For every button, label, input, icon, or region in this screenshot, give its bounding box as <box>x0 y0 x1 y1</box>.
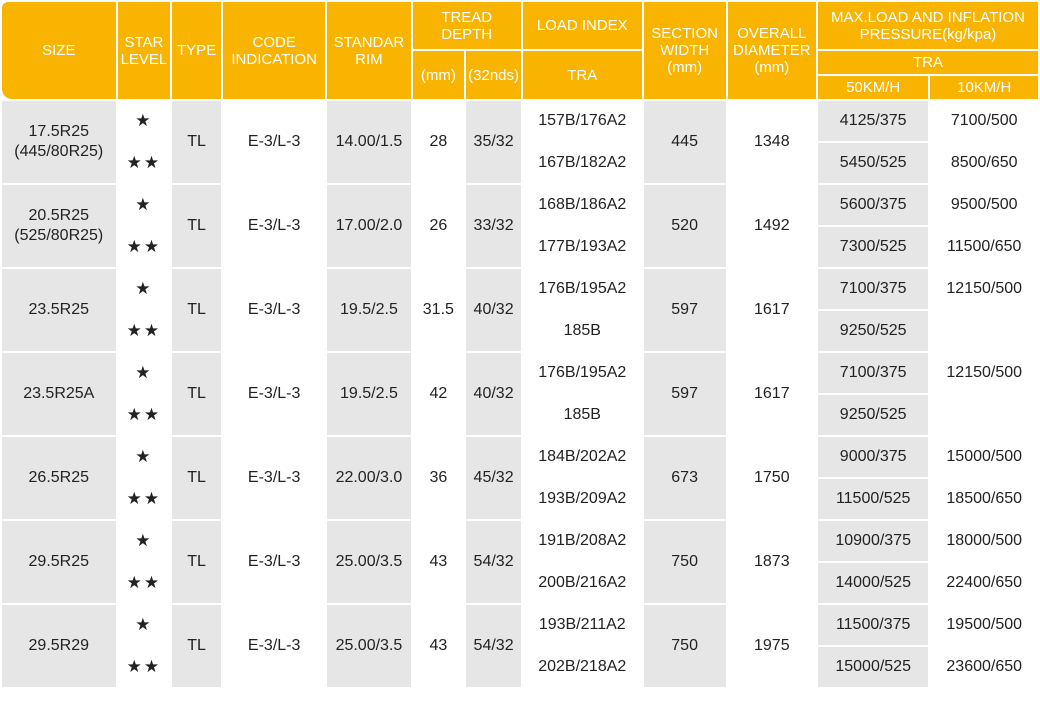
star-level-cell: ★ <box>118 521 171 561</box>
table-row <box>2 605 1038 645</box>
overall-diameter-cell: 1348 <box>728 101 816 183</box>
tread-32nds-cell: 40/32 <box>466 269 521 351</box>
load-index-cell: 177B/193A2 <box>523 227 642 267</box>
header-text: 10KM/H <box>957 79 1012 96</box>
code-cell: E-3/L-3 <box>223 269 325 351</box>
header-code-indication <box>223 2 325 99</box>
table-body <box>2 101 1038 687</box>
rim-cell: 19.5/2.5 <box>327 269 410 351</box>
load-10kmh-cell: 12150/500 <box>930 269 1038 309</box>
type-cell: TL <box>172 521 221 603</box>
tread-32nds-cell: 40/32 <box>466 353 521 435</box>
header-text: LOAD INDEX <box>536 17 628 34</box>
rim-cell: 17.00/2.0 <box>327 185 410 267</box>
header-text: 50KM/H <box>846 79 901 96</box>
star-level-cell: ★★ <box>118 311 171 351</box>
header-text: WIDTH <box>660 42 710 59</box>
tread-32nds-cell: 35/32 <box>466 101 521 183</box>
star-level-cell: ★★ <box>118 647 171 687</box>
load-10kmh-cell <box>930 395 1038 435</box>
header-text: OVERALL <box>737 25 807 42</box>
header-tread-32nds <box>466 51 521 99</box>
header-text: STANDAR <box>333 33 405 51</box>
load-10kmh-cell: 18000/500 <box>930 521 1038 561</box>
load-10kmh-cell: 15000/500 <box>930 437 1038 477</box>
rim-cell: 25.00/3.5 <box>327 605 410 687</box>
section-width-cell: 750 <box>644 521 726 603</box>
code-cell: E-3/L-3 <box>223 353 325 435</box>
size-cell <box>2 605 116 687</box>
load-index-cell: 176B/195A2 <box>523 269 642 309</box>
type-cell: TL <box>172 185 221 267</box>
load-50kmh-cell: 7100/375 <box>818 269 929 309</box>
size-text: 20.5R25 <box>28 207 90 224</box>
load-50kmh-cell: 5450/525 <box>818 143 929 183</box>
size-cell <box>2 353 116 435</box>
tread-mm-cell: 28 <box>413 101 465 183</box>
table-row <box>2 437 1038 477</box>
size-text: 23.5R25A <box>23 385 95 402</box>
header-text: (mm) <box>420 66 456 84</box>
header-text: (mm) <box>754 59 790 76</box>
rim-cell: 25.00/3.5 <box>327 521 410 603</box>
header-star-level <box>118 2 171 99</box>
header-text: STAR <box>124 33 164 51</box>
table-row <box>2 101 1038 141</box>
section-width-cell: 597 <box>644 269 726 351</box>
header-load-tra <box>523 51 642 99</box>
load-50kmh-cell: 9250/525 <box>818 311 929 351</box>
header-text: CODE <box>252 33 296 51</box>
star-level-cell: ★★ <box>118 143 171 183</box>
tread-mm-cell: 36 <box>413 437 465 519</box>
star-level-cell: ★★ <box>118 227 171 267</box>
tread-mm-cell: 43 <box>413 605 465 687</box>
section-width-cell: 520 <box>644 185 726 267</box>
load-50kmh-cell: 9250/525 <box>818 395 929 435</box>
load-50kmh-cell: 7300/525 <box>818 227 929 267</box>
size-text: 29.5R29 <box>28 637 90 654</box>
header-text: SECTION <box>651 25 718 42</box>
load-10kmh-cell: 19500/500 <box>930 605 1038 645</box>
load-50kmh-cell: 4125/375 <box>818 101 929 141</box>
table-row <box>2 521 1038 561</box>
code-cell: E-3/L-3 <box>223 101 325 183</box>
size-text: (525/80R25) <box>14 227 104 244</box>
header-type <box>172 2 221 99</box>
table-header <box>2 2 1038 99</box>
size-text: (445/80R25) <box>14 143 104 160</box>
header-text: TRA <box>912 54 943 71</box>
header-section-width <box>644 2 726 99</box>
load-10kmh-cell: 9500/500 <box>930 185 1038 225</box>
header-text: LEVEL <box>120 50 168 68</box>
overall-diameter-cell: 1617 <box>728 353 816 435</box>
header-text: RIM <box>355 50 383 68</box>
tread-mm-cell: 42 <box>413 353 465 435</box>
header-load-index <box>523 2 642 49</box>
size-text: 29.5R25 <box>28 553 90 570</box>
size-cell <box>2 437 116 519</box>
tread-32nds-cell: 45/32 <box>466 437 521 519</box>
star-level-cell: ★★ <box>118 563 171 603</box>
star-level-cell: ★ <box>118 353 171 393</box>
load-index-cell: 185B <box>523 311 642 351</box>
star-level-cell: ★★ <box>118 479 171 519</box>
load-index-cell: 176B/195A2 <box>523 353 642 393</box>
header-size-label: SIZE <box>42 42 76 59</box>
load-index-cell: 191B/208A2 <box>523 521 642 561</box>
load-index-cell: 167B/182A2 <box>523 143 642 183</box>
rim-cell: 22.00/3.0 <box>327 437 410 519</box>
size-cell <box>2 185 116 267</box>
header-max-load-tra <box>818 51 1038 74</box>
header-text: TREAD <box>441 8 493 26</box>
load-50kmh-cell: 9000/375 <box>818 437 929 477</box>
header-text: DEPTH <box>441 25 493 43</box>
section-width-cell: 673 <box>644 437 726 519</box>
type-cell: TL <box>172 605 221 687</box>
load-10kmh-cell: 12150/500 <box>930 353 1038 393</box>
load-index-cell: 193B/211A2 <box>523 605 642 645</box>
load-index-cell: 200B/216A2 <box>523 563 642 603</box>
tread-mm-cell: 26 <box>413 185 465 267</box>
section-width-cell: 750 <box>644 605 726 687</box>
header-text: (32nds) <box>468 66 519 84</box>
code-cell: E-3/L-3 <box>223 605 325 687</box>
type-cell: TL <box>172 353 221 435</box>
size-text: 26.5R25 <box>28 469 90 486</box>
tread-32nds-cell: 54/32 <box>466 521 521 603</box>
tread-mm-cell: 31.5 <box>413 269 465 351</box>
size-text: 23.5R25 <box>28 301 90 318</box>
overall-diameter-cell: 1975 <box>728 605 816 687</box>
table-row <box>2 269 1038 309</box>
load-50kmh-cell: 15000/525 <box>818 647 929 687</box>
header-size <box>2 2 116 99</box>
load-index-cell: 185B <box>523 395 642 435</box>
tread-mm-cell: 43 <box>413 521 465 603</box>
load-10kmh-cell: 11500/650 <box>930 227 1038 267</box>
code-cell: E-3/L-3 <box>223 437 325 519</box>
header-tread-mm <box>413 51 465 99</box>
code-cell: E-3/L-3 <box>223 185 325 267</box>
section-width-cell: 445 <box>644 101 726 183</box>
type-cell: TL <box>172 101 221 183</box>
type-cell: TL <box>172 269 221 351</box>
header-max-load <box>818 2 1038 49</box>
size-cell <box>2 101 116 183</box>
header-standard-rim <box>327 2 410 99</box>
header-tread-depth <box>413 2 521 49</box>
header-text: TRA <box>567 66 598 84</box>
header-text: MAX.LOAD AND INFLATION <box>830 8 1025 26</box>
overall-diameter-cell: 1617 <box>728 269 816 351</box>
load-10kmh-cell: 7100/500 <box>930 101 1038 141</box>
load-index-cell: 193B/209A2 <box>523 479 642 519</box>
load-index-cell: 184B/202A2 <box>523 437 642 477</box>
star-level-cell: ★ <box>118 269 171 309</box>
size-cell <box>2 269 116 351</box>
table-row <box>2 353 1038 393</box>
header-text: INDICATION <box>231 50 317 68</box>
star-level-cell: ★ <box>118 185 171 225</box>
tread-32nds-cell: 33/32 <box>466 185 521 267</box>
star-level-cell: ★ <box>118 437 171 477</box>
overall-diameter-cell: 1492 <box>728 185 816 267</box>
star-level-cell: ★★ <box>118 395 171 435</box>
code-cell: E-3/L-3 <box>223 521 325 603</box>
table-row <box>2 185 1038 225</box>
header-speed-50 <box>818 76 929 99</box>
load-50kmh-cell: 10900/375 <box>818 521 929 561</box>
load-index-cell: 202B/218A2 <box>523 647 642 687</box>
header-text: DIAMETER <box>733 42 811 59</box>
star-level-cell: ★ <box>118 101 171 141</box>
section-width-cell: 597 <box>644 353 726 435</box>
type-cell: TL <box>172 437 221 519</box>
load-10kmh-cell: 18500/650 <box>930 479 1038 519</box>
header-text: (mm) <box>667 59 703 76</box>
load-50kmh-cell: 14000/525 <box>818 563 929 603</box>
load-50kmh-cell: 7100/375 <box>818 353 929 393</box>
load-10kmh-cell <box>930 311 1038 351</box>
size-text: 17.5R25 <box>28 123 90 140</box>
rim-cell: 14.00/1.5 <box>327 101 410 183</box>
rim-cell: 19.5/2.5 <box>327 353 410 435</box>
overall-diameter-cell: 1750 <box>728 437 816 519</box>
load-50kmh-cell: 11500/525 <box>818 479 929 519</box>
header-row <box>2 2 1038 49</box>
star-level-cell: ★ <box>118 605 171 645</box>
load-10kmh-cell: 8500/650 <box>930 143 1038 183</box>
header-overall-diameter <box>728 2 816 99</box>
header-text: PRESSURE(kg/kpa) <box>859 25 997 43</box>
header-speed-10 <box>930 76 1038 99</box>
load-index-cell: 168B/186A2 <box>523 185 642 225</box>
load-index-cell: 157B/176A2 <box>523 101 642 141</box>
size-cell <box>2 521 116 603</box>
tread-32nds-cell: 54/32 <box>466 605 521 687</box>
header-text: TYPE <box>177 42 217 59</box>
load-50kmh-cell: 11500/375 <box>818 605 929 645</box>
load-10kmh-cell: 22400/650 <box>930 563 1038 603</box>
overall-diameter-cell: 1873 <box>728 521 816 603</box>
load-50kmh-cell: 5600/375 <box>818 185 929 225</box>
load-10kmh-cell: 23600/650 <box>930 647 1038 687</box>
